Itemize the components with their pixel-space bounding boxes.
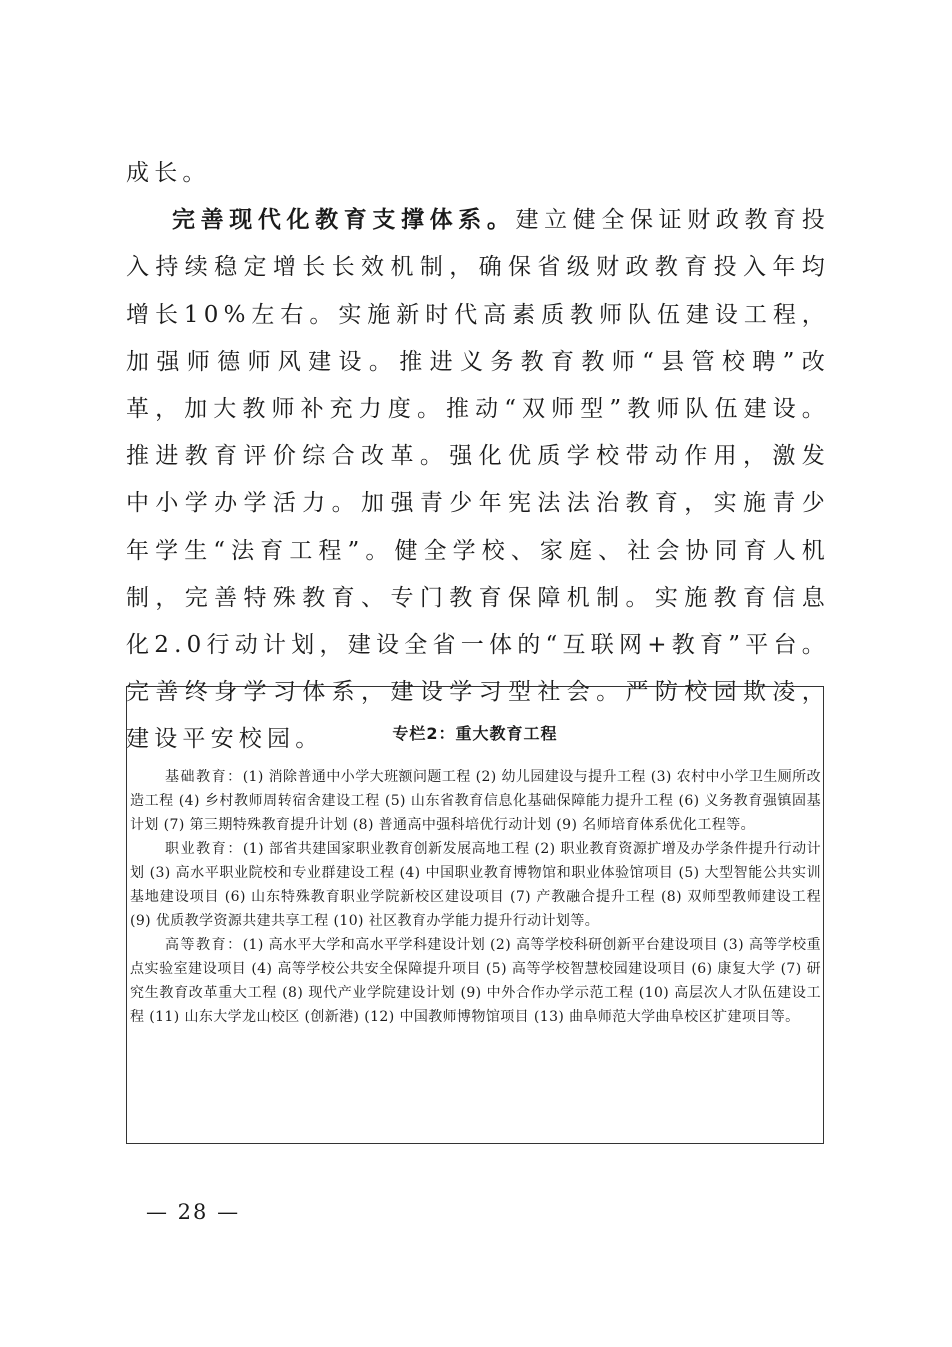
- category-text-higher: (1) 高水平大学和高水平学科建设计划 (2) 高等学校科研创新平台建设项目 (3) 高等学校重点实验室建设项目 (4) 高等学校公共安全保障提升项目 (5) 高等学校智慧校园建设项目 (6) 康复大学 (7) 研究生教育改革重大工程 (8) 现代产业学院建设计划 (9) 中外合作办学示范工程 (10) 高层次人才队伍建设工程 (11) 山东大学龙山校区 (创新港) (12) 中国教师博物馆项目 (13) 曲阜师范大学曲阜校区扩建项目等。: [130, 937, 821, 1025]
- category-label-basic: 基础教育：: [165, 769, 243, 785]
- column-box-major-education-projects: [126, 686, 824, 1144]
- category-text-vocational: (1) 部省共建国家职业教育创新发展高地工程 (2) 职业教育资源扩增及办学条件提升行动计划 (3) 高水平职业院校和专业群建设工程 (4) 中国职业教育博物馆和职业体验馆项目 (5) 大型智能公共实训基地建设项目 (6) 山东特殊教育职业学院新校区建设项目 (7) 产教融合提升工程 (8) 双师型教师建设工程 (9) 优质教学资源共建共享工程 (10) 社区教育办学能力提升行动计划等。: [130, 841, 821, 929]
- paragraph-continuation: 成长。: [126, 160, 211, 186]
- category-label-higher: 高等教育：: [165, 937, 243, 953]
- category-text-basic: (1) 消除普通中小学大班额问题工程 (2) 幼儿园建设与提升工程 (3) 农村中小学卫生厕所改造工程 (4) 乡村教师周转宿舍建设工程 (5) 山东省教育信息化基础保障能力提升工程 (6) 义务教育强镇固基计划 (7) 第三期特殊教育提升计划 (8) 普通高中强科培优行动计划 (9) 名师培育体系优化工程等。: [130, 769, 821, 833]
- column-title: 专栏2：重大教育工程: [392, 724, 558, 743]
- main-text: [126, 150, 830, 764]
- category-label-vocational: 职业教育：: [165, 841, 243, 857]
- column-item-basic-education: [130, 765, 821, 837]
- column-item-vocational-education: [130, 837, 821, 933]
- paragraph-lead-heading: 完善现代化教育支撑体系。: [172, 207, 516, 234]
- paragraph-body: 建立健全保证财政教育投入持续稳定增长长效机制，确保省级财政教育投入年均增长10%左右。实施新时代高素质教师队伍建设工程，加强师德师风建设。推进义务教育教师“县管校聘”改革，加大教师补充力度。推动“双师型”教师队伍建设。推进教育评价综合改革。强化优质学校带动作用，激发中小学办学活力。加强青少年宪法法治教育，实施青少年学生“法育工程”。健全学校、家庭、社会协同育人机制，完善特殊教育、专门教育保障机制。实施教育信息化2.0行动计划，建设全省一体的“互联网+教育”平台。完善终身学习体系，建设学习型社会。严防校园欺凌，建设平安校园。: [126, 207, 830, 753]
- paragraph-education-support: [126, 197, 830, 763]
- column-body: [130, 765, 821, 1029]
- page-number: — 28 —: [146, 1200, 241, 1224]
- column-item-higher-education: [130, 933, 821, 1029]
